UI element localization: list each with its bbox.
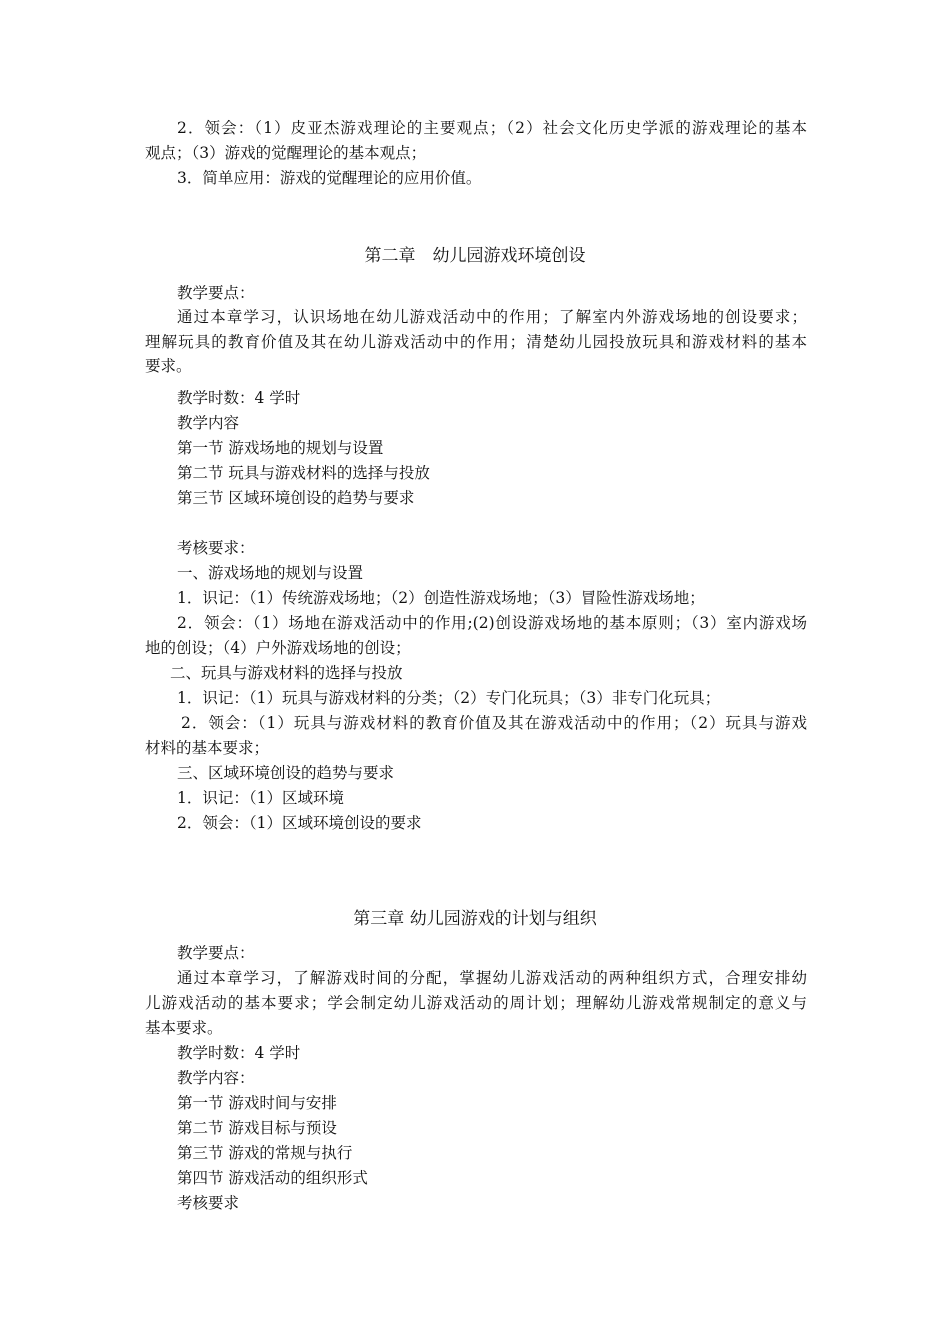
chapter2-title: 第二章 幼儿园游戏环境创设: [364, 246, 586, 266]
chapter2-teaching-points-label: 教学要点：: [177, 284, 255, 302]
chapter2-exam-part3-item1: 1．识记：（1）区域环境: [177, 789, 344, 807]
chapter2-exam-part2-item1: 1．识记：（1）玩具与游戏材料的分类；（2）专门化玩具；（3）非专门化玩具；: [177, 689, 721, 707]
chapter2-exam-part2-item2-line1: 2．领会：（1）玩具与游戏材料的教育价值及其在游戏活动中的作用；（2）玩具与游戏: [181, 714, 807, 732]
chapter2-teaching-points-line1: 通过本章学习，认识场地在幼儿游戏活动中的作用；了解室内外游戏场地的创设要求；: [177, 308, 807, 326]
chapter2-exam-part1-item2-line2: 地的创设；（4）户外游戏场地的创设；: [145, 639, 411, 657]
chapter2-exam-part3-title: 三、区域环境创设的趋势与要求: [177, 764, 395, 782]
chapter3-section-1: 第一节 游戏时间与安排: [177, 1094, 337, 1112]
chapter2-exam-label: 考核要求：: [177, 539, 255, 557]
chapter3-section-3: 第三节 游戏的常规与执行: [177, 1144, 353, 1162]
chapter2-exam-part1-item1: 1．识记：（1）传统游戏场地；（2）创造性游戏场地；（3）冒险性游戏场地；: [177, 589, 705, 607]
chapter2-exam-part3-item2: 2．领会：（1）区域环境创设的要求: [177, 814, 422, 832]
chapter3-teaching-points-line2: 儿游戏活动的基本要求；学会制定幼儿游戏活动的周计划；理解幼儿游戏常规制定的意义与: [145, 994, 807, 1012]
top-item2-line1: 2．领会：（1）皮亚杰游戏理论的主要观点；（2）社会文化历史学派的游戏理论的基本: [177, 119, 807, 137]
chapter2-exam-part1-item2-line1: 2．领会：（1）场地在游戏活动中的作用;(2)创设游戏场地的基本原则；（3）室内游戏场: [177, 614, 807, 632]
chapter3-exam-label: 考核要求: [177, 1194, 240, 1212]
chapter3-section-2: 第二节 游戏目标与预设: [177, 1119, 337, 1137]
top-item3: 3．简单应用：游戏的觉醒理论的应用价值。: [177, 169, 482, 187]
chapter2-content-label: 教学内容: [177, 414, 240, 432]
chapter3-teaching-points-line3: 基本要求。: [145, 1019, 223, 1037]
chapter3-section-4: 第四节 游戏活动的组织形式: [177, 1169, 368, 1187]
chapter3-title: 第三章 幼儿园游戏的计划与组织: [353, 909, 597, 929]
chapter2-section-3: 第三节 区域环境创设的趋势与要求: [177, 489, 415, 507]
chapter2-section-2: 第二节 玩具与游戏材料的选择与投放: [177, 464, 430, 482]
chapter3-content-label: 教学内容：: [177, 1069, 255, 1087]
chapter2-exam-part2-item2-line2: 材料的基本要求；: [145, 739, 270, 757]
chapter2-exam-part1-title: 一、游戏场地的规划与设置: [177, 564, 364, 582]
chapter2-teaching-points-line2: 理解玩具的教育价值及其在幼儿游戏活动中的作用；清楚幼儿园投放玩具和游戏材料的基本: [145, 333, 807, 351]
chapter2-hours: 教学时数：4 学时: [177, 389, 301, 407]
chapter3-hours: 教学时数：4 学时: [177, 1044, 301, 1062]
chapter3-teaching-points-line1: 通过本章学习，了解游戏时间的分配，掌握幼儿游戏活动的两种组织方式，合理安排幼: [177, 969, 807, 987]
chapter3-teaching-points-label: 教学要点：: [177, 944, 255, 962]
chapter2-teaching-points-line3: 要求。: [145, 357, 192, 375]
chapter2-exam-part2-title: 二、玩具与游戏材料的选择与投放: [170, 664, 403, 682]
chapter2-section-1: 第一节 游戏场地的规划与设置: [177, 439, 384, 457]
top-item2-line2: 观点；（3）游戏的觉醒理论的基本观点；: [145, 144, 427, 162]
